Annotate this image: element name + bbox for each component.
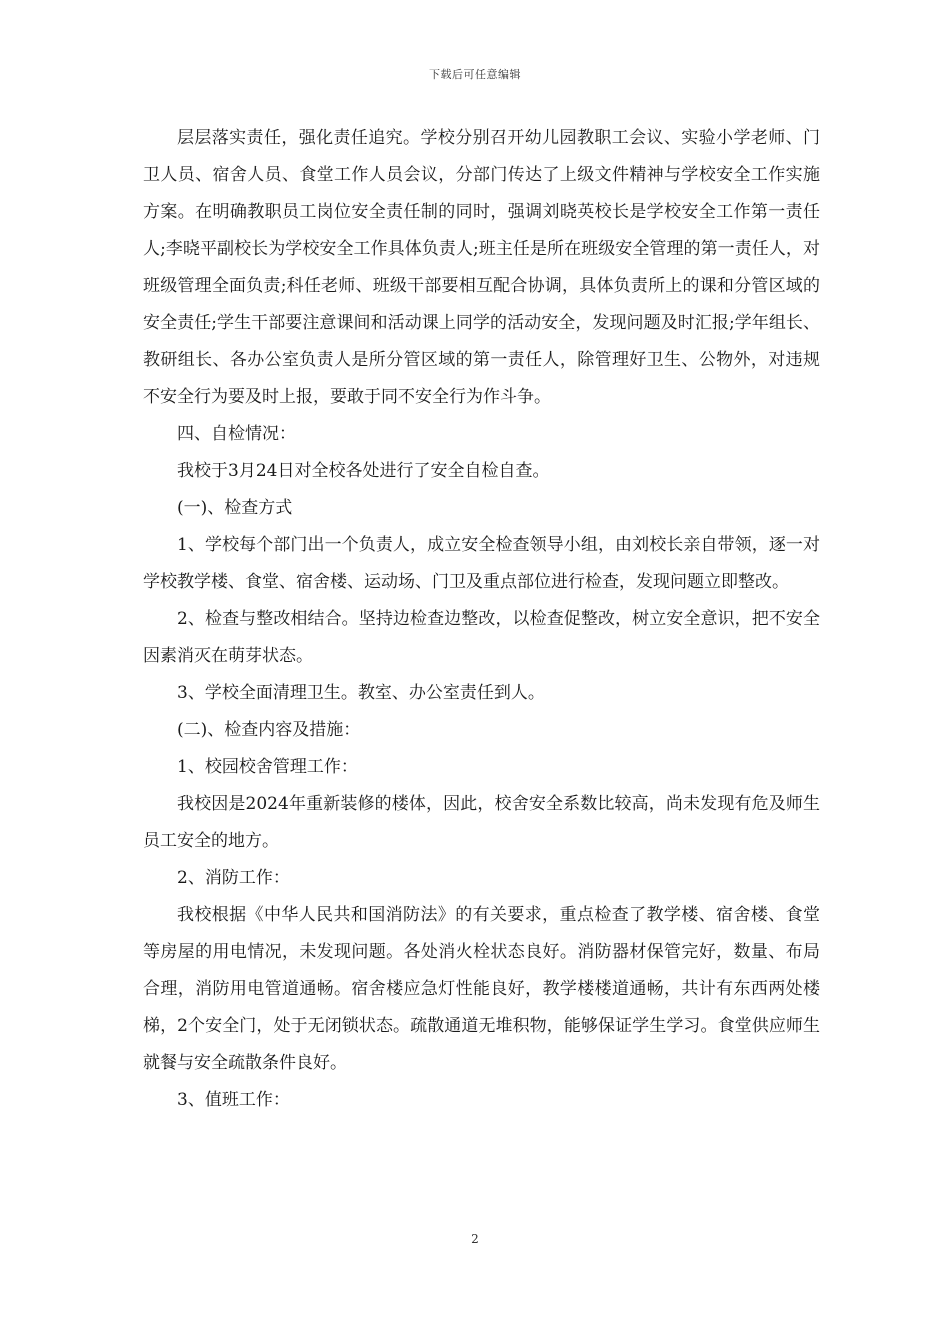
document-body <box>143 120 820 1119</box>
page-header: 下载后可任意编辑 <box>429 68 521 81</box>
paragraph-method-3: 3、学校全面清理卫生。教室、办公室责任到人。 <box>177 683 545 703</box>
heading-campus-management: 1、校园校舍管理工作： <box>177 757 358 777</box>
heading-fire-safety: 2、消防工作： <box>177 868 290 888</box>
paragraph-method-2: 2、检查与整改相结合。坚持边检查边整改，以检查促整改，树立安全意识，把不安全因素消灭在萌芽状态。 <box>143 609 820 666</box>
heading-duty-work: 3、值班工作： <box>177 1090 290 1110</box>
paragraph-responsibility: 层层落实责任，强化责任追究。学校分别召开幼儿园教职工会议、实验小学老师、门卫人员、宿舍人员、食堂工作人员会议，分部门传达了上级文件精神与学校安全工作实施方案。在明确教职员工岗位安全责任制的同时，强调刘晓英校长是学校安全工作第一责任人;李晓平副校长为学校安全工作具体负责人;班主任是所在班级安全管理的第一责任人，对班级管理全面负责;科任老师、班级干部要相互配合协调，具体负责所上的课和分管区域的安全责任;学生干部要注意课间和活动课上同学的活动安全，发现问题及时汇报;学年组长、教研组长、各办公室负责人是所分管区域的第一责任人，除管理好卫生、公物外，对违规不安全行为要及时上报，要敢于同不安全行为作斗争。 <box>143 128 820 407</box>
heading-inspection-method: (一)、检查方式 <box>177 498 293 518</box>
heading-self-inspection: 四、自检情况： <box>177 424 296 444</box>
heading-inspection-content: (二)、检查内容及措施： <box>177 720 361 740</box>
paragraph-inspection-date: 我校于3月24日对全校各处进行了安全自检自查。 <box>177 461 550 481</box>
paragraph-fire-safety: 我校根据《中华人民共和国消防法》的有关要求，重点检查了教学楼、宿舍楼、食堂等房屋的用电情况，未发现问题。各处消火栓状态良好。消防器材保管完好，数量、布局合理，消防用电管道通畅。宿舍楼应急灯性能良好，教学楼楼道通畅，共计有东西两处楼梯，2个安全门，处于无闭锁状态。疏散通道无堆积物，能够保证学生学习。食堂供应师生就餐与安全疏散条件良好。 <box>143 905 820 1073</box>
paragraph-method-1: 1、学校每个部门出一个负责人，成立安全检查领导小组，由刘校长亲自带领，逐一对学校教学楼、食堂、宿舍楼、运动场、门卫及重点部位进行检查，发现问题立即整改。 <box>143 535 820 592</box>
page-number: 2 <box>471 1232 479 1246</box>
paragraph-campus-management: 我校因是2024年重新装修的楼体，因此，校舍安全系数比较高，尚未发现有危及师生员工安全的地方。 <box>143 794 820 851</box>
